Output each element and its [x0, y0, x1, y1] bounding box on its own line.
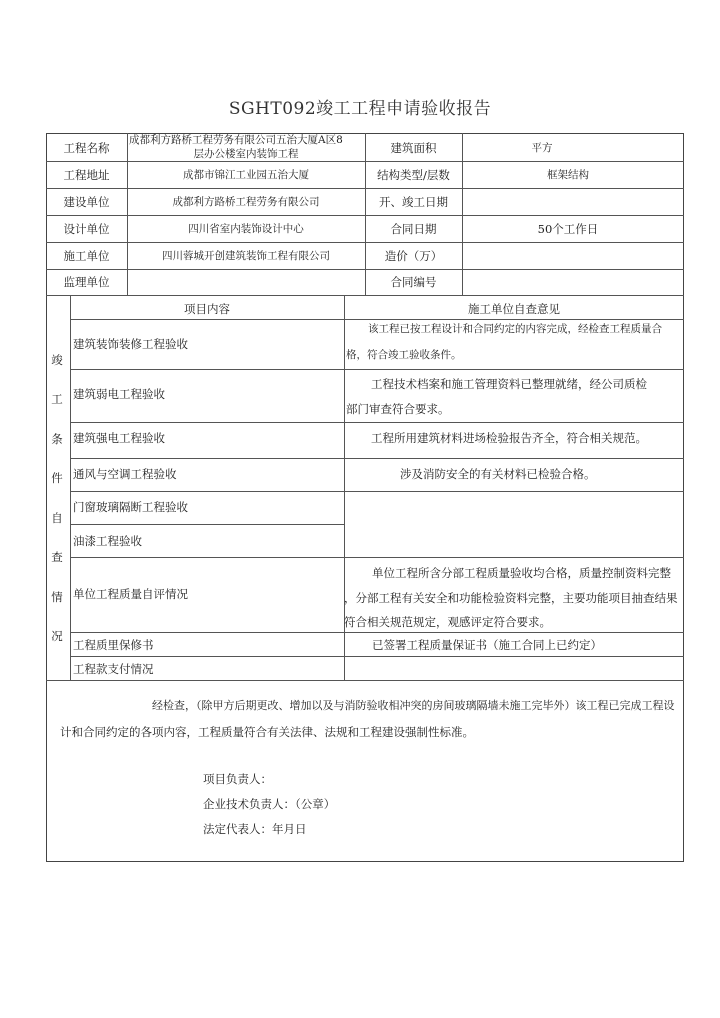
conclusion-line2: 计和合同约定的各项内容，工程质量符合有关法律、法规和工程建设强制性标准。 [60, 725, 474, 739]
inspection-item: 工程款支付情况 [73, 662, 154, 676]
project-name-value-line1: 成都利方路桥工程劳务有限公司五治大厦A区8 [129, 134, 343, 146]
legal-rep-signature: 法定代表人：年月日 [203, 822, 307, 836]
inspection-item: 工程质里保修书 [73, 638, 154, 652]
col-header-item: 项目内容 [184, 302, 230, 316]
inspection-opinion: 格，符合竣工验收条件。 [346, 349, 462, 361]
contract-no-label: 合同编号 [390, 275, 437, 289]
inspection-opinion: 已签署工程质量保证书（施工合同上已约定） [372, 638, 602, 652]
row-divider [46, 680, 684, 681]
side-char: 工 [51, 392, 63, 406]
row-divider [70, 422, 684, 423]
row-divider [70, 557, 684, 558]
page-title: SGHT092竣工工程申请验收报告 [228, 99, 492, 119]
inspection-opinion: 工程技术档案和施工管理资料已整理就绪，经公司质检 [371, 377, 647, 391]
area-value: 平方 [531, 142, 553, 154]
side-char: 情 [51, 590, 63, 604]
col-header-opinion: 施工单位自查意见 [468, 302, 560, 316]
inspection-opinion: 单位工程所含分部工程质量验收均合格，质量控制资料完整 [372, 566, 671, 580]
address-label: 工程地址 [63, 168, 110, 182]
inspection-item: 建筑装饰装修工程验收 [73, 337, 188, 351]
row-divider [70, 632, 684, 633]
builder-label: 建设单位 [63, 195, 110, 209]
row-divider [70, 524, 344, 525]
inspection-item: 门窗玻璃隔断工程验收 [73, 500, 188, 514]
col-divider [70, 295, 71, 680]
project-name-label: 工程名称 [63, 141, 110, 155]
side-char: 件 [51, 471, 63, 485]
builder-value: 成都利方路桥工程劳务有限公司 [172, 196, 320, 208]
inspection-item: 通风与空调工程验收 [73, 467, 177, 481]
inspection-opinion: 该工程已按工程设计和合同约定的内容完成，经检查工程质量合 [368, 323, 662, 335]
side-char: 自 [51, 511, 63, 525]
contract-date-value: 50个工作日 [537, 222, 599, 236]
project-name-value-line2: 层办公楼室内装饰工程 [193, 148, 299, 160]
inspection-item: 建筑强电工程验收 [73, 431, 165, 445]
row-divider [70, 491, 684, 492]
structure-label: 结构类型/层数 [377, 168, 450, 182]
side-char: 况 [51, 629, 63, 643]
inspection-opinion: 部门审查符合要求。 [346, 402, 450, 416]
contract-date-label: 合同日期 [390, 222, 437, 236]
inspection-opinion: 工程所用建筑材料进场检验报告齐全，符合相关规范。 [371, 431, 647, 445]
inspection-opinion: 涉及消防安全的有关材料已检验合格。 [400, 467, 596, 481]
address-value: 成都市锦江工业园五治大厦 [183, 169, 309, 181]
inspection-opinion: ，分部工程有关安全和功能检验资料完整，主要功能项目抽查结果 [344, 591, 678, 605]
side-char: 竣 [51, 353, 63, 367]
construction-label: 施工单位 [63, 249, 110, 263]
side-char: 条 [51, 432, 63, 446]
inspection-item: 建筑弱电工程验收 [73, 387, 165, 401]
row-divider [70, 458, 684, 459]
inspection-opinion: 符合相关规范规定，观感评定符合要求。 [344, 615, 551, 629]
construction-value: 四川蓉城开创建筑装饰工程有限公司 [162, 250, 330, 262]
cost-label: 造价（万） [384, 249, 443, 263]
dates-label: 开、竣工日期 [379, 195, 448, 209]
project-manager-signature: 项目负责人： [203, 772, 272, 786]
inspection-item: 单位工程质量自评情况 [73, 587, 188, 601]
row-divider [70, 369, 684, 370]
design-label: 设计单位 [63, 222, 110, 236]
col-divider [462, 133, 463, 295]
conclusion-line1: 经检查，（除甲方后期更改、增加以及与消防验收相冲突的房间玻璃隔墙未施工完毕外）该工程已完成工程设 [152, 699, 675, 712]
side-char: 查 [51, 550, 63, 564]
structure-value: 框架结构 [547, 169, 589, 181]
col-divider [365, 133, 366, 295]
design-value: 四川省室内装饰设计中心 [188, 223, 304, 235]
row-divider [70, 656, 684, 657]
row-divider [70, 319, 684, 320]
supervision-label: 监理单位 [63, 275, 110, 289]
tech-manager-signature: 企业技术负责人：（公章） [203, 797, 336, 811]
area-label: 建筑面积 [390, 141, 437, 155]
row-divider [46, 295, 684, 296]
inspection-item: 油漆工程验收 [73, 534, 142, 548]
